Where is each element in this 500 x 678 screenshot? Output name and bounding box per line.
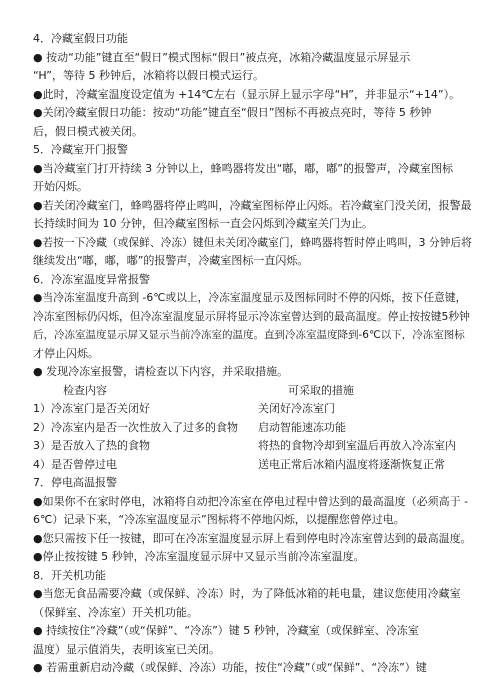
section-6-line-3: 后，冷冻室温度显示屏又显示当前冷冻室的温度。直到冷冻室温度降到-6℃以下，冷冻室图标 (33, 329, 465, 341)
section-5-line-3: ●若关闭冷藏室门，蜂鸣器将停止鸣叫，冷藏室图标停止闪烁。若冷藏室门没关闭，报警最 (33, 198, 472, 212)
action-item: 启动智能速冻功能 (258, 420, 346, 434)
check-item: 3）是否放入了热的食物 (33, 439, 150, 452)
check-table-row (33, 419, 473, 438)
section-4-heading: 4．冷藏室假日功能 (33, 32, 128, 45)
section-4-line-4: ●关闭冷藏室假日功能：按动“功能”键直至“假日”图标不再被点亮时，等待 5 秒钟 (33, 106, 432, 119)
action-column-header: 可采取的措施 (288, 383, 354, 397)
action-item: 关闭好冷冻室门 (258, 402, 335, 415)
section-4-line-5: 后，假日模式被关闭。 (33, 124, 143, 138)
section-8-line-5: ● 若需重新启动冷藏（或保鲜、冷冻）功能，按住“冷藏”（或“保鲜”、“冷冻”）键 (33, 661, 427, 674)
section-4-line-3: ●此时，冷藏室温度设定值为 +14℃左右（显示屏上显示字母“H”，并非显示“+14”）。 (33, 87, 461, 101)
section-8-heading: 8．开关机功能 (33, 568, 106, 582)
section-7-line-1: ●如果你不在家时停电，冰箱将自动把冷冻室在停电过程中曾达到的最高温度（必须高于 - (33, 494, 469, 508)
check-column-header: 检查内容 (63, 383, 107, 397)
section-7-line-3: ●您只需按下任一按键，即可在冷冻室温度显示屏上看到停电时冷冻室曾达到的最高温度。 (33, 531, 472, 545)
manual-content (33, 30, 473, 678)
section-8-line-1: ●当您无食品需要冷藏（或保鲜、冷冻）时，为了降低冰箱的耗电量，建议您使用冷藏室 (33, 587, 461, 600)
section-5-line-4: 长持续时间为 10 分钟，但冷藏室图标一直会闪烁到冷藏室关门为止。 (33, 217, 373, 230)
section-4-line-1: ● 按动“功能”键直至“假日”模式图标“假日”被点亮，冰箱冷藏温度显示屏显示 (33, 50, 411, 64)
action-item: 将热的食物冷却到室温后再放入冷冻室内 (258, 439, 456, 452)
action-item: 送电正常后冰箱内温度将逐渐恢复正常 (258, 457, 445, 471)
section-6-line-2: 冷冻室图标仍闪烁，但冷冻室温度显示屏将显示冷冻室曾达到的最高温度。停止按按键5秒钟 (33, 309, 470, 323)
section-7-line-2: 6℃）记录下来，“冷冻室温度显示”图标将不停地闪烁，以提醒您曾停过电。 (33, 513, 405, 526)
section-7-line-4: ●停止按按键 5 秒钟，冷冻室温度显示屏中又显示当前冷冻室温度。 (33, 550, 365, 563)
section-5-line-2: 开始闪烁。 (33, 180, 88, 193)
check-table-row (33, 456, 473, 475)
section-6-line-5: ● 发现冷冻室报警，请检查以下内容，并采取措施。 (33, 365, 289, 378)
section-6-line-1: ●当冷冻室温度升高到 -6℃或以上，冷冻室温度显示及图标同时不停的闪烁，按下任意键， (33, 291, 467, 304)
check-table-header (33, 382, 473, 401)
check-table-row (33, 400, 473, 419)
check-item: 1）冷冻室门是否关闭好 (33, 402, 150, 415)
section-7-heading: 7．停电高温报警 (33, 476, 117, 489)
section-5-line-6: 继续发出“嘟，嘟，嘟”的报警声，冷藏室图标一直闪烁。 (33, 254, 309, 267)
section-6-line-4: 才停止闪烁。 (33, 346, 99, 360)
section-5-line-1: ●当冷藏室门打开持续 3 分钟以上，蜂鸣器将发出“嘟，嘟，嘟”的报警声，冷藏室图标 (33, 161, 453, 175)
section-5-heading: 5．冷藏室开门报警 (33, 143, 128, 156)
section-6-heading: 6．冷冻室温度异常报警 (33, 272, 150, 286)
section-4-line-2: “H”，等待 5 秒钟后，冰箱将以假日模式运行。 (33, 69, 264, 82)
section-8-line-4: 温度）显示值消失，表明该室已关闭。 (33, 642, 220, 656)
section-8-line-3: ● 持续按住“冷藏”（或“保鲜”、“冷冻”）键 5 秒钟，冷藏室（或保鲜室、冷冻室 (33, 624, 419, 637)
check-item: 2）冷冻室内是否一次性放入了过多的食物 (33, 420, 238, 434)
section-5-line-5: ●若按一下冷藏（或保鲜、冷冻）键但未关闭冷藏室门，蜂鸣器将暂时停止鸣叫，3 分钟后将 (33, 235, 472, 249)
section-8-line-2: （保鲜室、冷冻室）开关机功能。 (33, 605, 198, 619)
check-table-row (33, 437, 473, 456)
check-item: 4）是否曾停过电 (33, 457, 117, 471)
